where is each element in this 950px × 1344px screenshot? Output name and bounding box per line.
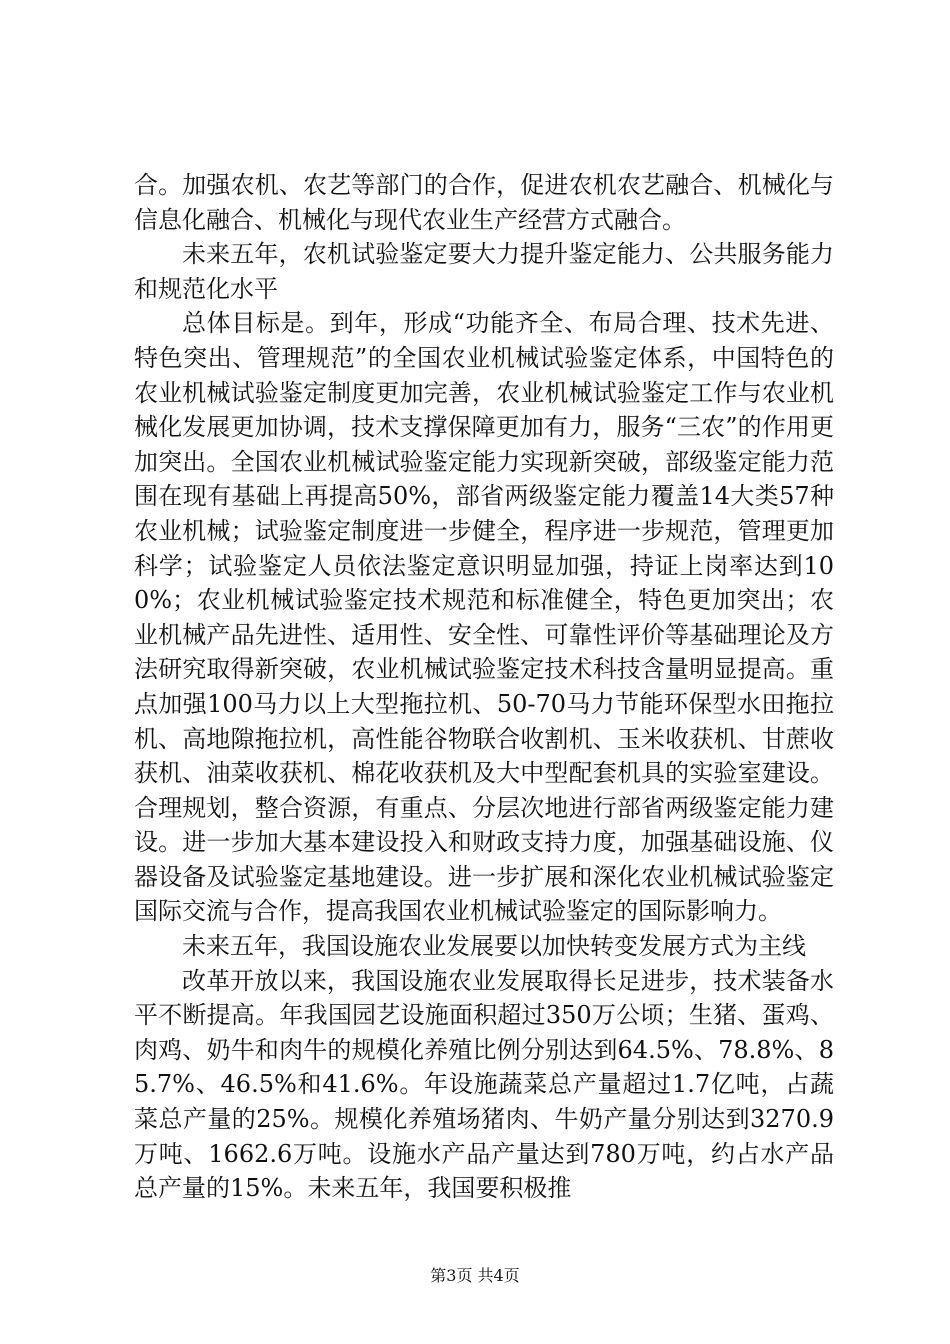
document-body [134,168,834,1206]
page-number-footer: 第3页 共4页 [430,1266,520,1285]
paragraph: 改革开放以来，我国设施农业发展取得长足进步，技术装备水平不断提高。年我国园艺设施面积超过350万公顷；生猪、蛋鸡、肉鸡、奶牛和肉牛的规模化养殖比例分别达到64.5%、78.8%、85.7%、46.5%和41.6%。年设施蔬菜总产量超过1.7亿吨，占蔬菜总产量的25%。规模化养殖场猪肉、牛奶产量分别达到3270.9万吨、1662.6万吨。设施水产品产量达到780万吨，约占水产品总产量的15%。未来五年，我国要积极推 [134,966,834,1203]
paragraph-heading: 未来五年，我国设施农业发展要以加快转变发展方式为主线 [182,932,806,961]
paragraph: 合。加强农机、农艺等部门的合作，促进农机农艺融合、机械化与信息化融合、机械化与现代农业生产经营方式融合。 [134,171,834,234]
paragraph-heading: 未来五年，农机试验鉴定要大力提升鉴定能力、公共服务能力和规范化水平 [134,240,834,303]
paragraph: 总体目标是。到年，形成“功能齐全、布局合理、技术先进、特色突出、管理规范”的全国农业机械试验鉴定体系，中国特色的农业机械试验鉴定制度更加完善，农业机械试验鉴定工作与农业机械化发展更加协调，技术支撑保障更加有力，服务“三农”的作用更加突出。全国农业机械试验鉴定能力实现新突破，部级鉴定能力范围在现有基础上再提高50%，部省两级鉴定能力覆盖14大类57种农业机械；试验鉴定制度进一步健全，程序进一步规范，管理更加科学；试验鉴定人员依法鉴定意识明显加强，持证上岗率达到100%；农业机械试验鉴定技术规范和标准健全，特色更加突出；农业机械产品先进性、适用性、安全性、可靠性评价等基础理论及方法研究取得新突破，农业机械试验鉴定技术科技含量明显提高。重点加强100马力以上大型拖拉机、50-70马力节能环保型水田拖拉机、高地隙拖拉机，高性能谷物联合收割机、玉米收获机、甘蔗收获机、油菜收获机、棉花收获机及大中型配套机具的实验室建设。合理规划，整合资源，有重点、分层次地进行部省两级鉴定能力建设。进一步加大基本建设投入和财政支持力度，加强基础设施、仪器设备及试验鉴定基地建设。进一步扩展和深化农业机械试验鉴定国际交流与合作，提高我国农业机械试验鉴定的国际影响力。 [134,309,834,926]
